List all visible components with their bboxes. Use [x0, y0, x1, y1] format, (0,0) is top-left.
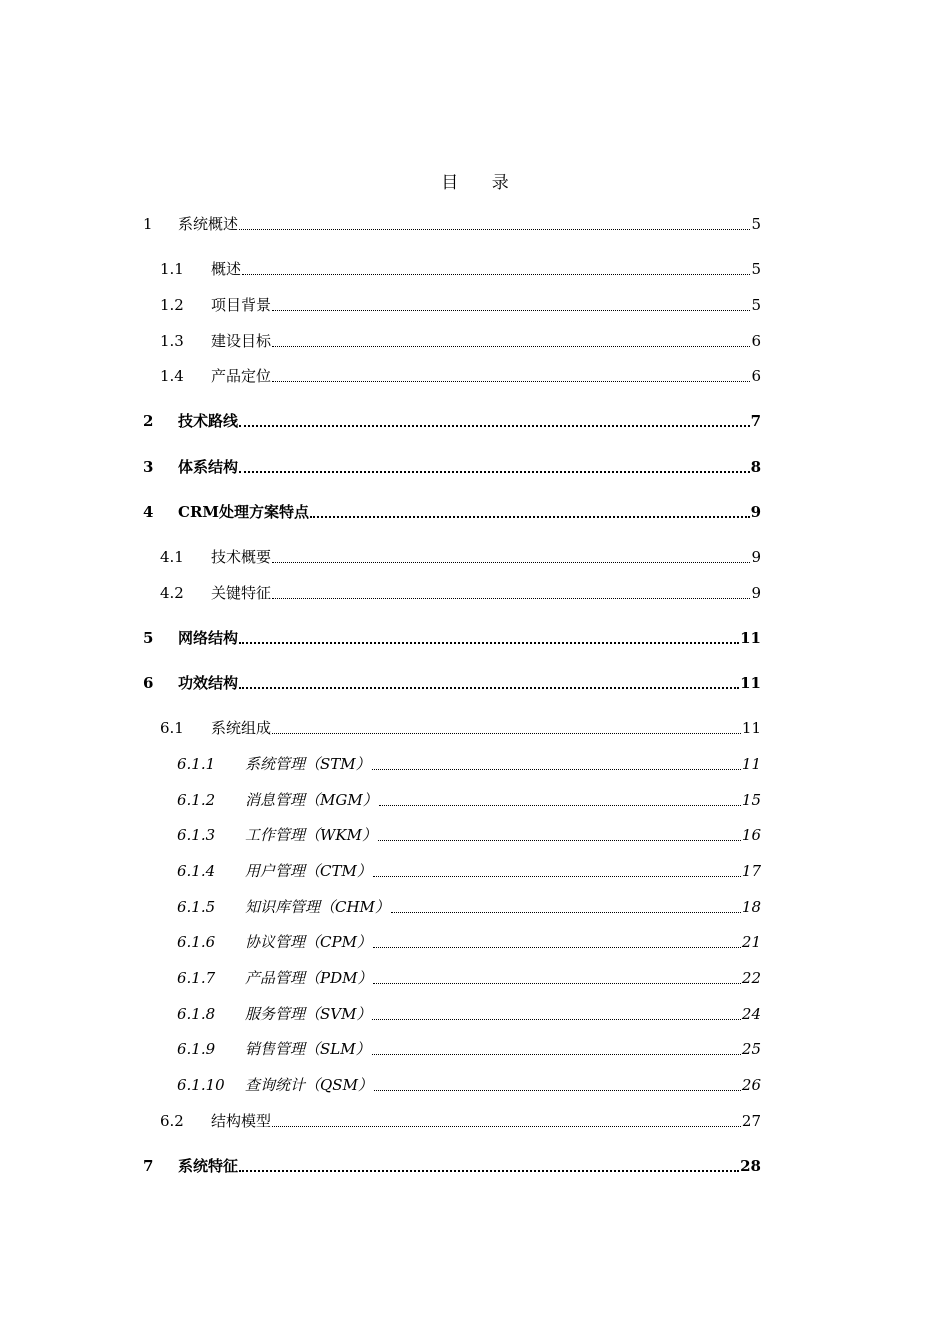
entry-number: 1 [143, 215, 153, 233]
toc-entry-6[interactable] [143, 672, 761, 694]
entry-label: 概述 [211, 260, 242, 278]
dot-leader [272, 294, 750, 316]
entry-number: 6.1.1 [177, 755, 216, 773]
entry-label: CRM处理方案特点 [178, 503, 310, 521]
dot-leader [272, 717, 741, 739]
entry-number: 6.2 [160, 1112, 184, 1130]
entry-page: 11 [740, 674, 761, 692]
entry-label: 工作管理（WKM） [245, 826, 377, 844]
toc-entry-4[interactable] [143, 501, 761, 523]
entry-number: 1.1 [160, 260, 184, 278]
toc-entry-6-1-3[interactable] [177, 824, 761, 846]
entry-number: 4 [143, 503, 154, 521]
entry-number: 6.1.4 [177, 862, 216, 880]
entry-label: 消息管理（MGM） [245, 791, 378, 809]
dot-leader [310, 501, 750, 523]
dot-leader [239, 410, 750, 432]
entry-page: 25 [741, 1040, 761, 1058]
entry-page: 6 [751, 367, 761, 385]
dot-leader [373, 967, 740, 989]
entry-number: 4.2 [160, 584, 184, 602]
entry-label: 技术概要 [211, 548, 272, 566]
dot-leader [272, 365, 750, 387]
entry-number: 3 [143, 458, 154, 476]
toc-entry-6-1-9[interactable] [177, 1038, 761, 1060]
entry-label: 查询统计（QSM） [245, 1076, 373, 1094]
toc-entry-4-2[interactable] [160, 582, 761, 604]
toc-entry-6-1-10[interactable] [177, 1074, 761, 1096]
entry-label: 产品管理（PDM） [245, 969, 373, 987]
entry-page: 11 [740, 629, 761, 647]
entry-number: 1.2 [160, 296, 184, 314]
entry-label: 结构模型 [211, 1112, 272, 1130]
entry-page: 9 [750, 503, 761, 521]
dot-leader [373, 860, 741, 882]
toc-entry-6-1-6[interactable] [177, 931, 761, 953]
dot-leader [391, 896, 741, 918]
entry-number: 6.1 [160, 719, 184, 737]
toc-entry-5[interactable] [143, 627, 761, 649]
entry-page: 8 [750, 458, 761, 476]
entry-label: 系统特征 [178, 1157, 239, 1175]
dot-leader [272, 330, 750, 352]
toc-entry-1-4[interactable] [160, 365, 761, 387]
entry-number: 6.1.8 [177, 1005, 216, 1023]
entry-label: 销售管理（SLM） [245, 1040, 371, 1058]
toc-entry-6-1-4[interactable] [177, 860, 761, 882]
entry-label: 技术路线 [178, 412, 239, 430]
toc-entry-6-2[interactable] [160, 1110, 761, 1132]
entry-page: 9 [751, 584, 761, 602]
toc-entry-3[interactable] [143, 456, 761, 478]
dot-leader [272, 546, 750, 568]
dot-leader [239, 627, 739, 649]
entry-page: 27 [741, 1112, 761, 1130]
entry-label: 系统组成 [211, 719, 272, 737]
toc-entry-1-1[interactable] [160, 258, 761, 280]
entry-page: 11 [741, 719, 761, 737]
dot-leader [379, 789, 741, 811]
entry-number: 6.1.7 [177, 969, 216, 987]
toc-entry-6-1-5[interactable] [177, 896, 761, 918]
toc-title: 目 录 [441, 173, 523, 193]
entry-page: 5 [751, 215, 761, 233]
toc-entry-1-3[interactable] [160, 330, 761, 352]
entry-page: 5 [751, 260, 761, 278]
entry-page: 26 [741, 1076, 761, 1094]
entry-label: 建设目标 [211, 332, 272, 350]
entry-page: 11 [741, 755, 761, 773]
entry-label: 关键特征 [211, 584, 272, 602]
toc-entry-6-1-7[interactable] [177, 967, 761, 989]
entry-label: 协议管理（CPM） [245, 933, 372, 951]
entry-number: 6.1.6 [177, 933, 216, 951]
entry-page: 18 [741, 898, 761, 916]
entry-page: 16 [741, 826, 761, 844]
entry-number: 2 [143, 412, 154, 430]
entry-page: 24 [741, 1005, 761, 1023]
entry-label: 服务管理（SVM） [245, 1005, 372, 1023]
entry-number: 6.1.3 [177, 826, 216, 844]
entry-number: 1.4 [160, 367, 184, 385]
entry-page: 9 [751, 548, 761, 566]
dot-leader [372, 1003, 740, 1025]
dot-leader [239, 672, 739, 694]
toc-entry-6-1[interactable] [160, 717, 761, 739]
entry-number: 7 [143, 1157, 154, 1175]
entry-page: 6 [751, 332, 761, 350]
dot-leader [239, 456, 750, 478]
entry-page: 22 [741, 969, 761, 987]
toc-entry-6-1-8[interactable] [177, 1003, 761, 1025]
entry-page: 15 [741, 791, 761, 809]
dot-leader [374, 1074, 741, 1096]
entry-number: 6.1.9 [177, 1040, 216, 1058]
entry-number: 6.1.2 [177, 791, 216, 809]
entry-label: 系统管理（STM） [245, 755, 371, 773]
toc-entry-2[interactable] [143, 410, 761, 432]
entry-number: 4.1 [160, 548, 184, 566]
entry-page: 7 [750, 412, 761, 430]
entry-label: 系统概述 [178, 215, 239, 233]
dot-leader [372, 753, 741, 775]
entry-page: 21 [741, 933, 761, 951]
toc-entry-6-1-2[interactable] [177, 789, 761, 811]
dot-leader [272, 1110, 741, 1132]
dot-leader [372, 1038, 741, 1060]
toc-entry-1-2[interactable] [160, 294, 761, 316]
dot-leader [242, 258, 750, 280]
dot-leader [239, 1155, 739, 1177]
entry-page: 17 [741, 862, 761, 880]
entry-number: 1.3 [160, 332, 184, 350]
dot-leader [239, 213, 750, 235]
entry-number: 6.1.10 [177, 1076, 225, 1094]
entry-label: 知识库管理（CHM） [245, 898, 390, 916]
entry-page: 5 [751, 296, 761, 314]
entry-label: 功效结构 [178, 674, 239, 692]
dot-leader [373, 931, 741, 953]
entry-label: 网络结构 [178, 629, 239, 647]
entry-label: 体系结构 [178, 458, 239, 476]
toc-entry-4-1[interactable] [160, 546, 761, 568]
entry-number: 6.1.5 [177, 898, 216, 916]
entry-label: 项目背景 [211, 296, 272, 314]
entry-label: 用户管理（CTM） [245, 862, 372, 880]
entry-label: 产品定位 [211, 367, 272, 385]
dot-leader [272, 582, 750, 604]
entry-number: 6 [143, 674, 154, 692]
toc-entry-7[interactable] [143, 1155, 761, 1177]
toc-entry-6-1-1[interactable] [177, 753, 761, 775]
dot-leader [378, 824, 741, 846]
entry-page: 28 [740, 1157, 761, 1175]
toc-entry-1[interactable] [143, 213, 761, 235]
entry-number: 5 [143, 629, 154, 647]
